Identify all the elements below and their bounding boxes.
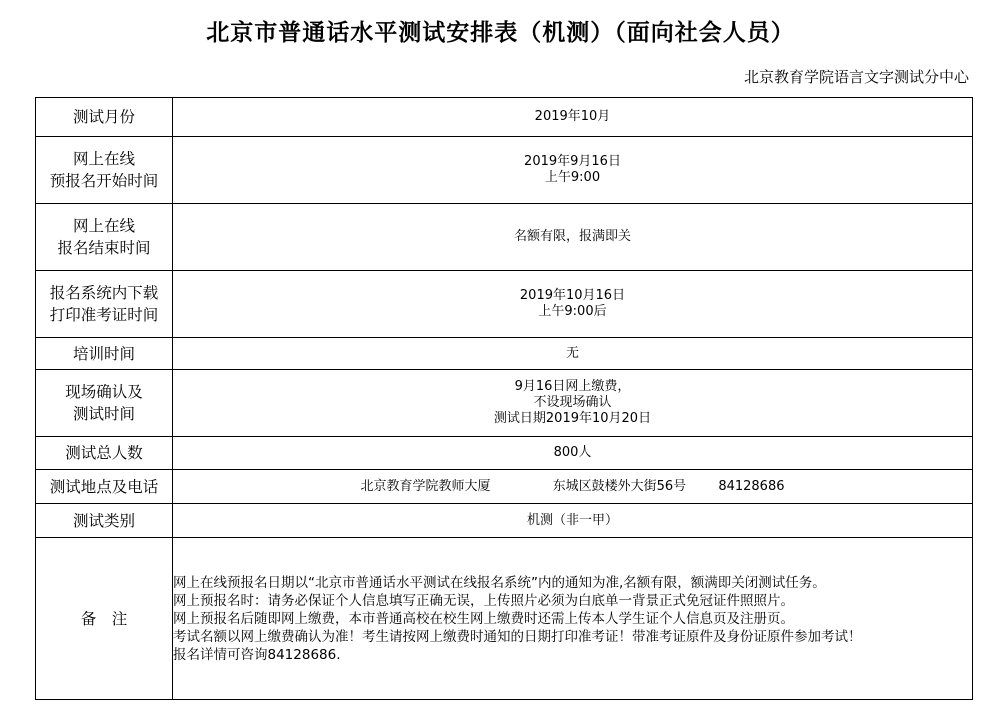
table-row-notes — [36, 538, 973, 700]
row-label — [36, 204, 173, 271]
table-row-onsite — [36, 370, 973, 437]
table-row-prereg-start — [36, 137, 973, 204]
row-value: 无 — [173, 338, 973, 370]
row-label: 测试地点及电话 — [36, 470, 173, 504]
notes-content — [173, 538, 973, 700]
row-label: 备 注 — [36, 538, 173, 700]
table-row-training — [36, 338, 973, 370]
label-line: 现场确认及 — [65, 383, 143, 401]
value-line: 2019年9月16日 — [524, 154, 621, 169]
organization-name: 北京教育学院语言文字测试分中心 — [743, 68, 969, 86]
value-line: 测试日期2019年10月20日 — [493, 411, 652, 426]
notes-line: 网上在线预报名日期以“北京市普通话水平测试在线报名系统”内的通知为准,名额有限，额满即关闭测试任务。 — [173, 574, 826, 591]
label-line: 网上在线 — [72, 150, 135, 168]
notes-line: 考试名额以网上缴费确认为准！考生请按网上缴费时通知的日期打印准考证！带准考证原件及身份证原件参加考试！ — [173, 628, 862, 645]
row-label — [36, 370, 173, 437]
venue-name: 北京教育学院教师大厦 — [360, 478, 491, 494]
row-label — [36, 271, 173, 338]
row-value — [173, 370, 973, 437]
venue-address: 东城区鼓楼外大街56号 — [552, 478, 687, 494]
table-row-reg-end — [36, 204, 973, 271]
row-value: 名额有限，报满即关 — [173, 204, 973, 271]
row-value: 2019年10月 — [173, 98, 973, 137]
page-title: 北京市普通话水平测试安排表（机测）（面向社会人员） — [206, 19, 795, 46]
value-line: 9月16日网上缴费， — [514, 379, 631, 394]
row-value: 800人 — [173, 437, 973, 470]
label-line: 网上在线 — [72, 217, 135, 235]
value-line: 不设现场确认 — [533, 395, 612, 410]
row-label: 培训时间 — [36, 338, 173, 370]
row-value — [173, 137, 973, 204]
notes-line: 网上预报名时：请务必保证个人信息填写正确无误，上传照片必须为白底单一背景正式免冠证件照照片。 — [173, 592, 794, 609]
value-line: 2019年10月16日 — [519, 288, 626, 303]
value-line: 上午9:00后 — [538, 304, 607, 319]
row-label: 测试月份 — [36, 98, 173, 137]
table-row-category — [36, 504, 973, 538]
venue-phone: 84128686 — [718, 478, 785, 494]
table-row-location — [36, 470, 973, 504]
schedule-table — [35, 97, 973, 700]
row-label: 测试总人数 — [36, 437, 173, 470]
label-line: 打印准考证时间 — [49, 306, 159, 324]
notes-line: 网上预报名后随即网上缴费，本市普通高校在校生网上缴费时还需上传本人学生证个人信息页及注册页。 — [173, 610, 794, 627]
label-line: 报名系统内下载 — [49, 284, 159, 302]
row-value — [173, 470, 973, 504]
value-line: 上午9:00 — [544, 170, 601, 185]
label-line: 报名结束时间 — [57, 239, 151, 257]
row-value — [173, 271, 973, 338]
row-label: 测试类别 — [36, 504, 173, 538]
label-line: 预报名开始时间 — [49, 172, 159, 190]
table-row-print-ticket — [36, 271, 973, 338]
notes-line: 报名详情可咨询84128686. — [173, 646, 341, 663]
table-row-month — [36, 98, 973, 137]
row-value: 机测（非一甲） — [173, 504, 973, 538]
table-row-total — [36, 437, 973, 470]
row-label — [36, 137, 173, 204]
label-line: 测试时间 — [72, 405, 135, 423]
